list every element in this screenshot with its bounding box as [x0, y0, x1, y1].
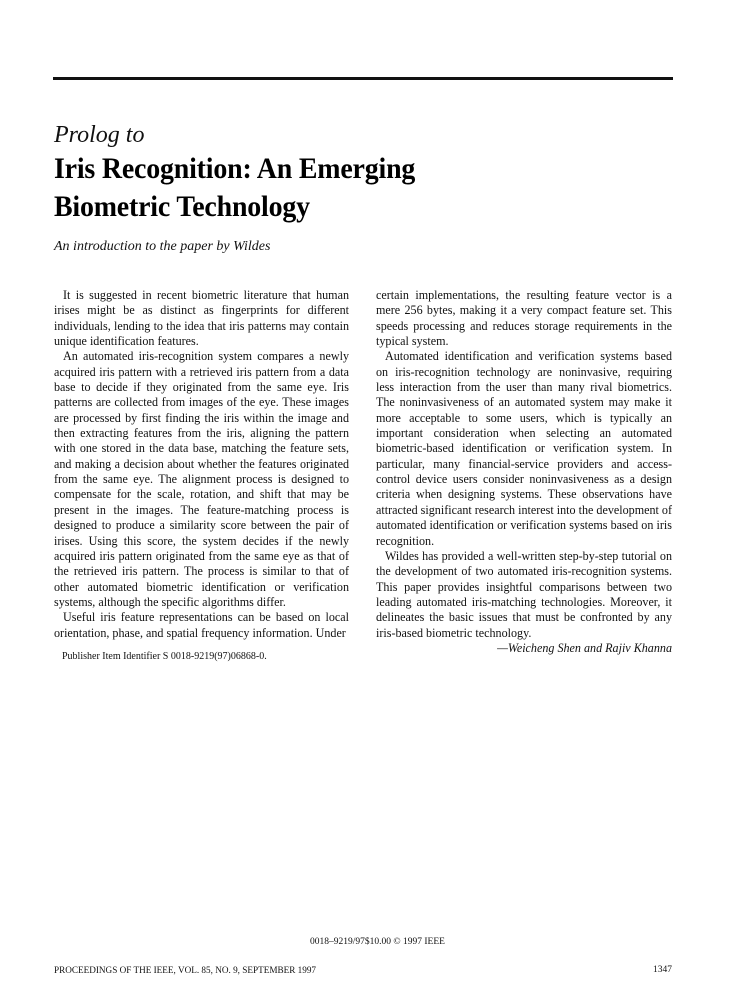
paragraph: certain implementations, the resulting feature vector is a mere 256 bytes, making it a very compact feature set. This speeds processing and reduces storage requirements in the typical system.	[376, 288, 672, 349]
page-number: 1347	[653, 965, 672, 975]
paragraph: Useful iris feature representations can be based on local orientation, phase, and spatial frequency information. Under	[54, 610, 349, 640]
subtitle: An introduction to the paper by Wildes	[54, 239, 271, 254]
journal-citation: PROCEEDINGS OF THE IEEE, VOL. 85, NO. 9, SEPTEMBER 1997	[54, 965, 317, 975]
copyright-notice: 0018–9219/97$10.00 © 1997 IEEE	[310, 937, 445, 947]
title-line-2: Biometric Technology	[54, 190, 310, 223]
publisher-item-identifier: Publisher Item Identifier S 0018-9219(97)06868-0.	[62, 651, 267, 662]
paragraph: An automated iris-recognition system compares a newly acquired iris pattern with a retrieved iris pattern from a data base to decide if they originated from the same eye. Iris patterns are collected from images of the eye. These images are processed by first finding the iris within the image and then extracting features from the iris, aligning the pattern with one stored in the data base, matching the feature sets, and making a decision about whether the features originated from the same eye. The alignment process is designed to compensate for the scale, rotation, and shift that may be present in the images. The feature-matching process is designed to produce a similarity score between the pair of irises. Using this score, the system decides if the newly acquired iris pattern originated from the same eye as that of the retrieved iris pattern. The process is similar to that of other automated biometric identification or verification systems, although the specific algorithms differ.	[54, 349, 349, 609]
title-line-1: Iris Recognition: An Emerging	[54, 152, 416, 185]
paragraph: It is suggested in recent biometric literature that human irises might be as distinct as fingerprints for different individuals, lending to the idea that iris patterns may contain unique identification features.	[54, 288, 349, 349]
author-signature: —Weicheng Shen and Rajiv Khanna	[497, 640, 672, 655]
left-column	[54, 288, 349, 641]
paragraph: Automated identification and verification systems based on iris-recognition technology are noninvasive, requiring less interaction from the user than many rival biometrics. The noninvasiveness of an automated system may make it more acceptable to some users, which is typically an important consideration when selecting an automated biometric-based identification or verification system. In particular, many financial-service providers and access-control device users consider noninvasiveness as a design criteria when designing systems. These observations have attracted significant research interest into the development of automated identification or verification systems based on iris recognition.	[376, 349, 672, 548]
right-column	[376, 288, 672, 656]
paragraph: Wildes has provided a well-written step-by-step tutorial on the development of two automated iris-recognition systems. This paper provides insightful comparisons between two leading automated iris-matching technologies. Moreover, it delineates the basic issues that must be confronted by any iris-based biometric technology.	[376, 548, 672, 640]
page-title	[54, 150, 482, 226]
top-rule-divider	[53, 77, 673, 80]
prolog-label: Prolog to	[54, 122, 145, 148]
